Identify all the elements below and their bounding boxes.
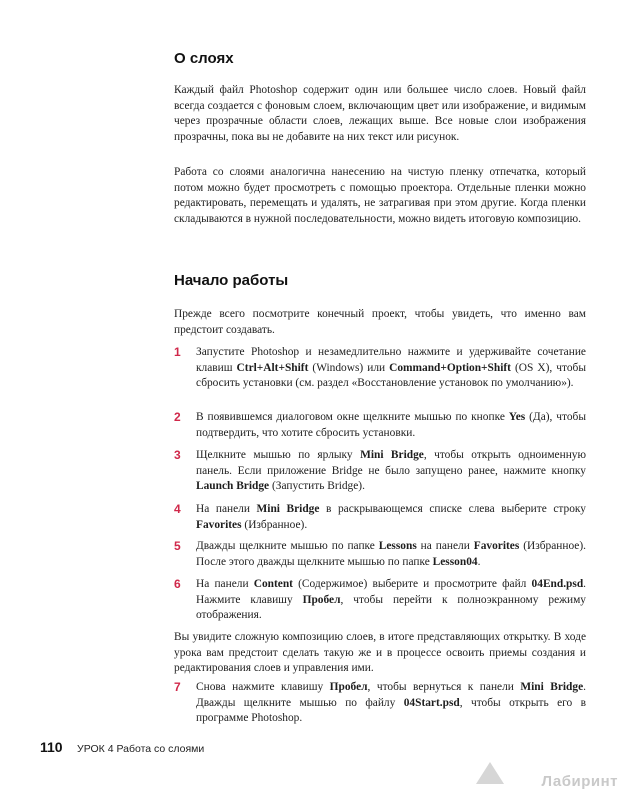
step-text: Дважды щелкните мышью по папке Lessons на панели Favorites (Избранное). После этого дважды щелкните мышью по папке Lesson04. bbox=[196, 540, 587, 568]
step-item-7 bbox=[174, 680, 586, 727]
step-item-2 bbox=[174, 410, 586, 441]
watermark: Лабиринт bbox=[541, 773, 618, 790]
step-number: 7 bbox=[174, 680, 181, 694]
step-text: Щелкните мышью по ярлыку Mini Bridge, чтобы открыть одноименную панель. Если приложение Bridge не было запущено ранее, нажмите кнопку Launch Bridge (Запустить Bridge). bbox=[196, 449, 586, 493]
step-number: 2 bbox=[174, 410, 181, 424]
labirint-logo-icon bbox=[476, 762, 504, 784]
step-text: Снова нажмите клавишу Пробел, чтобы вернуться к панели Mini Bridge. Дважды щелкните мышью по файлу 04Start.psd, чтобы открыть его в программе Photoshop. bbox=[196, 681, 586, 725]
section-title-layers: О слоях bbox=[174, 50, 234, 67]
step-item-3 bbox=[174, 448, 586, 495]
paragraph-layers-film: Работа со слоями аналогична нанесению на чистую пленку отпечатка, который потом можно будет просмотреть с помощью проектора. Отдельные пленки можно редактировать, перемещать и удалять, не затрагивая при этом другие. Когда пленки складываются в нужной последовательности, можно видеть итоговую композицию. bbox=[174, 166, 586, 225]
step-item-6 bbox=[174, 577, 586, 624]
paragraph-result: Вы увидите сложную композицию слоев, в итоге представляющих открытку. В ходе урока вам предстоит сделать такую же и в процессе освоить приемы создания и редактирования слоев и управления ими. bbox=[174, 631, 586, 675]
step-number: 1 bbox=[174, 345, 181, 359]
step-number: 5 bbox=[174, 539, 181, 553]
paragraph-start-intro: Прежде всего посмотрите конечный проект, чтобы увидеть, что именно вам предстоит создавать. bbox=[174, 308, 586, 336]
step-number: 3 bbox=[174, 448, 181, 462]
step-text: На панели Content (Содержимое) выберите и просмотрите файл 04End.psd. Нажмите клавишу Пробел, чтобы перейти к полноэкранному режиму отображения. bbox=[196, 578, 587, 622]
paragraph-layers-intro: Каждый файл Photoshop содержит один или большее число слоев. Новый файл всегда создается с фоновым слоем, включающим цвет или изображение, и видимым через прозрачные области слоев, лежащих выше. Все новые слои изображения прозрачны, пока вы не добавите на них текст или рисунок. bbox=[174, 84, 586, 143]
step-text: В появившемся диалоговом окне щелкните мышью по кнопке Yes (Да), чтобы подтвердить, что хотите сбросить установки. bbox=[196, 411, 586, 439]
step-text: Запустите Photoshop и незамедлительно нажмите и удерживайте сочетание клавиш Ctrl+Alt+Shift (Windows) или Command+Option+Shift (OS X), чтобы сбросить установки (см. раздел «Восстановление установок по умолчанию»). bbox=[196, 346, 586, 390]
step-item-5 bbox=[174, 539, 586, 570]
page-number: 110 bbox=[40, 739, 63, 755]
page-footer bbox=[40, 739, 204, 759]
step-item-4 bbox=[174, 502, 586, 533]
section-title-start: Начало работы bbox=[174, 272, 289, 289]
step-item-1 bbox=[174, 345, 586, 392]
step-number: 6 bbox=[174, 577, 181, 591]
step-number: 4 bbox=[174, 502, 181, 516]
footer-label: УРОК 4 Работа со слоями bbox=[77, 743, 205, 755]
step-text: На панели Mini Bridge в раскрывающемся списке слева выберите строку Favorites (Избранное). bbox=[196, 503, 586, 531]
